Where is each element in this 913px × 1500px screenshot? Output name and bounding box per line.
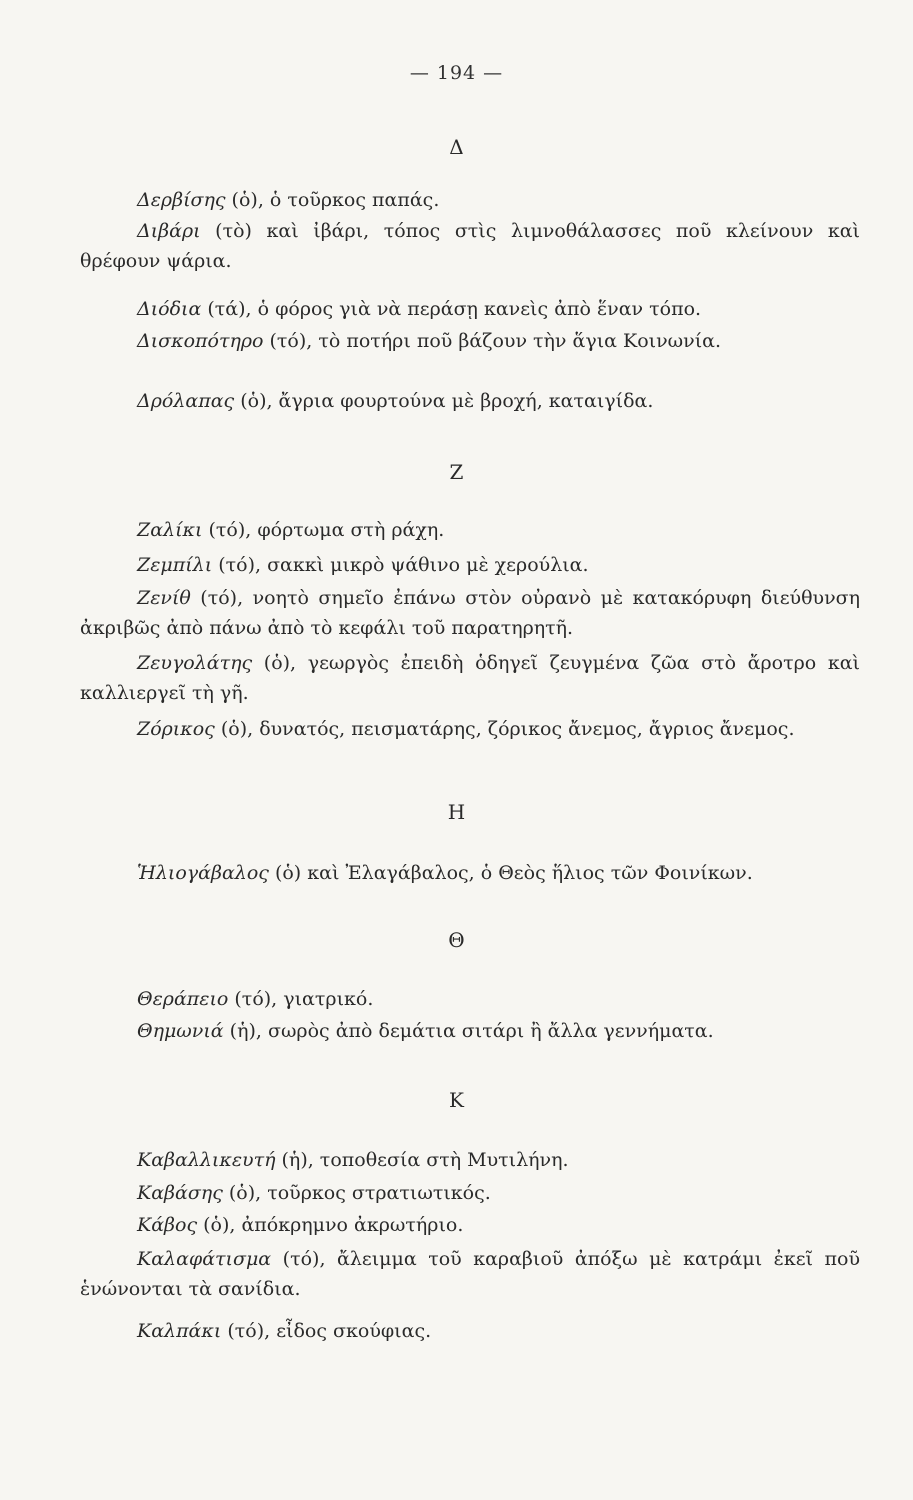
entry-term: Καβαλλικευτή <box>137 1149 276 1171</box>
dictionary-entry <box>80 386 860 416</box>
dictionary-entry <box>80 550 860 580</box>
entry-definition: (τὸ) καὶ ἰβάρι, τόπος στὶς λιμνοθάλασσες ποῦ κλείνουν καὶ θρέφουν ψάρια. <box>80 220 860 272</box>
section-heading-theta: Θ <box>448 928 465 952</box>
entry-definition: (τό), ἄλειμμα τοῦ καραβιοῦ ἀπόξω μὲ κατράμι ἐκεῖ ποῦ ἑνώνονται τὰ σανίδια. <box>80 1248 860 1300</box>
dictionary-entry <box>80 216 860 276</box>
entry-definition: (τό), γιατρικό. <box>228 988 374 1010</box>
dictionary-entry <box>80 1210 860 1240</box>
dictionary-entry <box>80 515 860 545</box>
entry-term: Διόδια <box>137 298 202 320</box>
entry-term: Δισκοπότηρο <box>137 330 264 352</box>
dictionary-entry <box>80 185 860 215</box>
entry-term: Ζευγολάτης <box>137 652 253 674</box>
entry-definition: (τό), φόρτωμα στὴ ράχη. <box>202 519 445 541</box>
section-heading-delta: Δ <box>449 135 464 159</box>
entry-term: Καλπάκι <box>137 1320 222 1342</box>
entry-term: Ἡλιογάβαλος <box>137 862 269 884</box>
dictionary-entry <box>80 984 860 1014</box>
section-heading-zeta: Ζ <box>449 460 464 484</box>
entry-definition: (ὁ), ἄγρια φουρτούνα μὲ βροχή, καταιγίδα. <box>234 390 654 412</box>
dictionary-entry <box>80 1016 860 1046</box>
entry-term: Κάβος <box>137 1214 198 1236</box>
entry-definition: (ὁ) καὶ Ἐλαγάβαλος, ὁ Θεὸς ἥλιος τῶν Φοινίκων. <box>268 862 753 884</box>
entry-definition: (τό), τὸ ποτήρι ποῦ βάζουν τὴν ἅγια Κοινωνία. <box>263 330 722 352</box>
entry-term: Διβάρι <box>137 220 201 242</box>
entry-term: Καλαφάτισμα <box>137 1248 272 1270</box>
entry-term: Δερβίσης <box>137 189 226 211</box>
dictionary-entry <box>80 1244 860 1304</box>
entry-definition: (ὁ), τοῦρκος στρατιωτικός. <box>222 1182 491 1204</box>
section-heading-eta: Η <box>447 800 466 824</box>
dictionary-entry <box>80 714 860 744</box>
entry-term: Ζόρικος <box>137 718 215 740</box>
entry-term: Ζενίθ <box>137 587 191 609</box>
dictionary-entry <box>80 1145 860 1175</box>
entry-term: Ζαλίκι <box>137 519 203 541</box>
dictionary-entry <box>80 583 860 643</box>
dictionary-entry <box>80 1178 860 1208</box>
entry-term: Δρόλαπας <box>137 390 235 412</box>
dictionary-entry <box>80 326 860 356</box>
dictionary-entry <box>80 1316 860 1346</box>
entry-term: Θεράπειο <box>137 988 229 1010</box>
page-number: — 194 — <box>409 62 504 84</box>
entry-definition: (τό), σακκὶ μικρὸ ψάθινο μὲ χερούλια. <box>212 554 589 576</box>
entry-definition: (ὁ), γεωργὸς ἐπειδὴ ὁδηγεῖ ζευγμένα ζῶα στὸ ἄροτρο καὶ καλλιεργεῖ τὴ γῆ. <box>80 652 860 704</box>
dictionary-entry <box>80 648 860 708</box>
dictionary-entry <box>80 858 860 888</box>
entry-term: Ζεμπίλι <box>137 554 213 576</box>
section-heading-kappa: Κ <box>449 1088 464 1112</box>
entry-definition: (ὁ), δυνατός, πεισματάρης, ζόρικος ἄνεμος, ἄγριος ἄνεμος. <box>214 718 795 740</box>
entry-definition: (ὁ), ἀπόκρημνο ἀκρωτήριο. <box>197 1214 464 1236</box>
entry-term: Καβάσης <box>137 1182 223 1204</box>
entry-definition: (ὁ), ὁ τοῦρκος παπάς. <box>225 189 440 211</box>
entry-definition: (ἡ), σωρὸς ἀπὸ δεμάτια σιτάρι ἢ ἄλλα γεννήματα. <box>223 1020 714 1042</box>
entry-definition: (τό), εἶδος σκούφιας. <box>221 1320 432 1342</box>
dictionary-entry <box>80 294 860 324</box>
entry-term: Θημωνιά <box>137 1020 224 1042</box>
entry-definition: (τά), ὁ φόρος γιὰ νὰ περάσῃ κανεὶς ἀπὸ ἕναν τόπο. <box>201 298 702 320</box>
entry-definition: (τό), νοητὸ σημεῖο ἐπάνω στὸν οὐρανὸ μὲ κατακόρυφη διεύθυνση ἀκριβῶς ἀπὸ πάνω ἀπὸ τὸ κεφάλι τοῦ παρατηρητῆ. <box>80 587 860 639</box>
entry-definition: (ἡ), τοποθεσία στὴ Μυτιλήνη. <box>275 1149 569 1171</box>
